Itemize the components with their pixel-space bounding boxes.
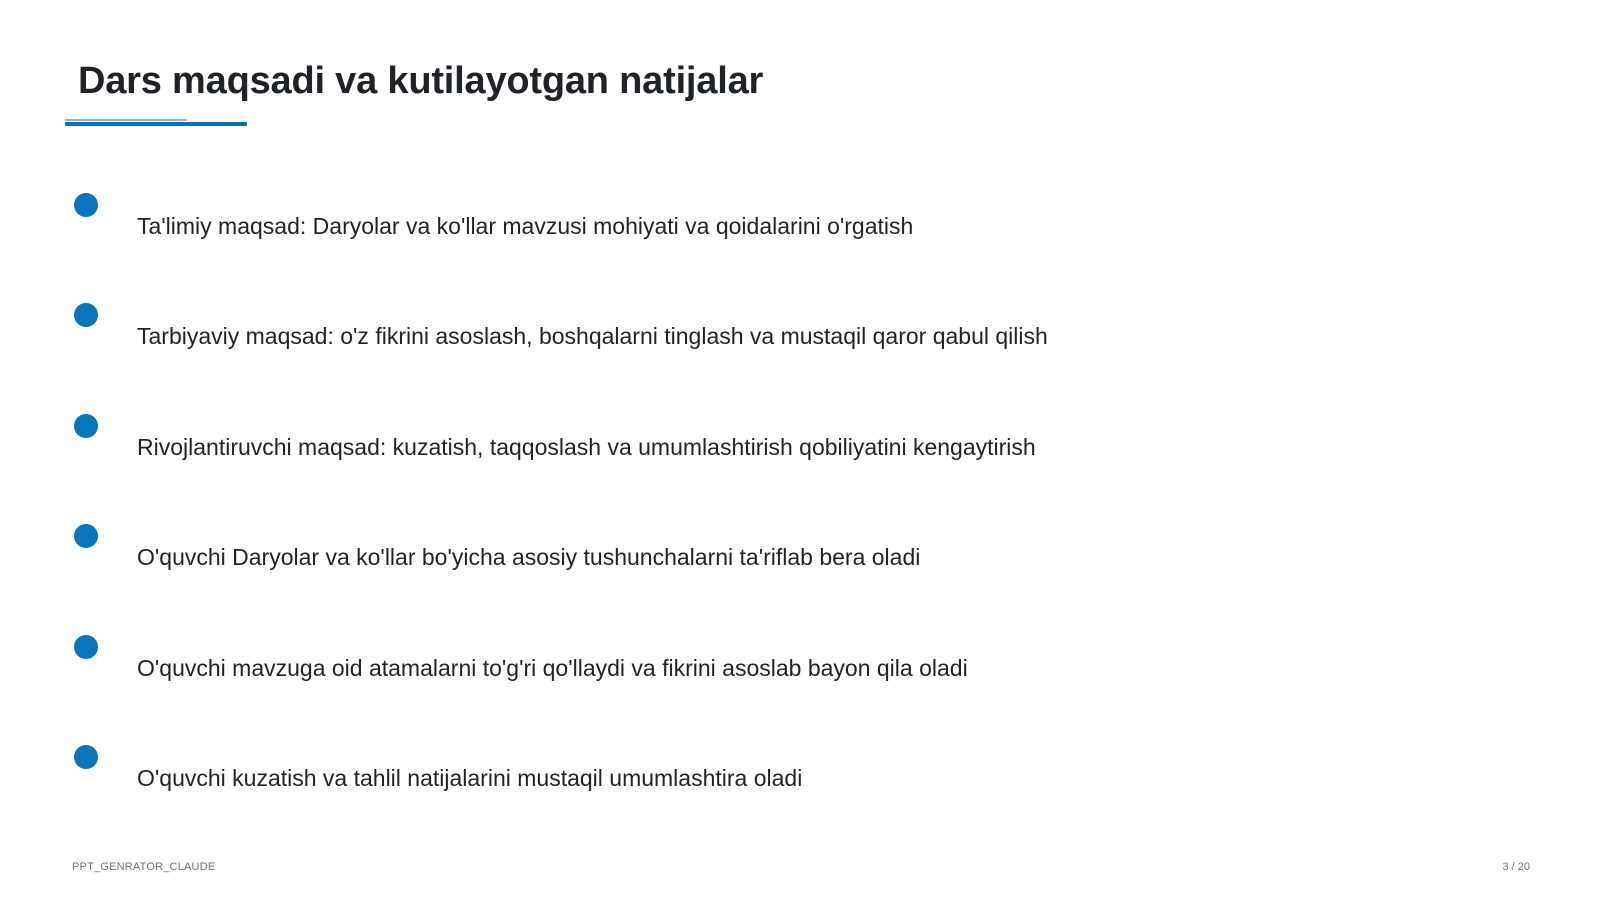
bullet-text: O'quvchi mavzuga oid atamalarni to'g'ri qo'llaydi va fikrini asoslab bayon qila oladi [137, 655, 968, 681]
footer-label: PPT_GENRATOR_CLAUDE [72, 861, 216, 873]
bullet-item [0, 745, 1500, 845]
bullet-dot-icon [74, 303, 98, 327]
bullet-item [0, 193, 1500, 293]
bullet-text: O'quvchi Daryolar va ko'llar bo'yicha asosiy tushunchalarni ta'riflab bera oladi [137, 544, 921, 570]
bullet-dot-icon [74, 745, 98, 769]
bullet-dot-icon [74, 635, 98, 659]
bullet-dot-icon [74, 524, 98, 548]
bullet-item [0, 414, 1500, 514]
bullet-dot-icon [74, 414, 98, 438]
bullet-dot-icon [74, 193, 98, 217]
bullet-item [0, 524, 1500, 624]
bullet-text: Tarbiyaviy maqsad: o'z fikrini asoslash, boshqalarni tinglash va mustaqil qaror qabul qilish [137, 323, 1048, 349]
bullet-item [0, 303, 1500, 403]
bullet-text: Rivojlantiruvchi maqsad: kuzatish, taqqoslash va umumlashtirish qobiliyatini kengaytirish [137, 434, 1036, 460]
bullet-text: O'quvchi kuzatish va tahlil natijalarini mustaqil umumlashtira oladi [137, 765, 803, 791]
slide-title: Dars maqsadi va kutilayotgan natijalar [78, 60, 764, 102]
bullet-item [0, 635, 1500, 735]
title-underline-accent [65, 119, 187, 121]
page-number: 3 / 20 [1502, 861, 1530, 873]
title-underline [65, 122, 247, 126]
bullet-text: Ta'limiy maqsad: Daryolar va ko'llar mavzusi mohiyati va qoidalarini o'rgatish [137, 213, 914, 239]
